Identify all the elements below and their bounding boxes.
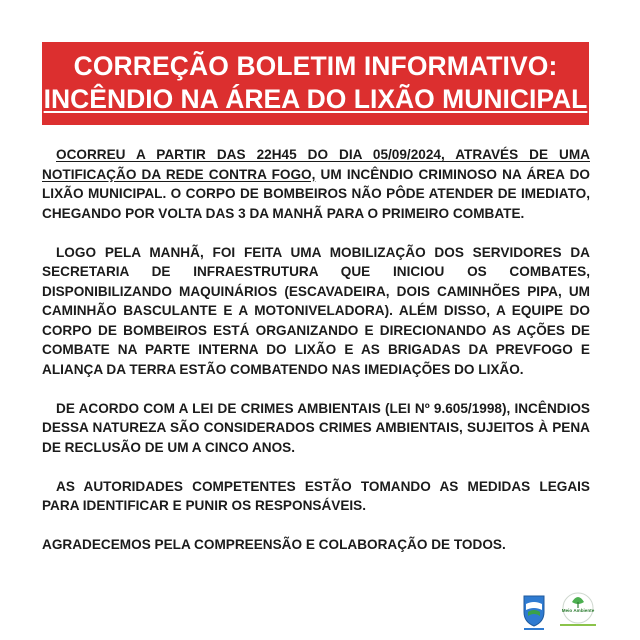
paragraph-1 [42,145,590,223]
footer-logos [520,590,600,634]
environment-logo-text: Meio Ambiente [561,608,595,613]
paragraph-4: AS AUTORIDADES COMPETENTES ESTÃO TOMANDO AS MEDIDAS LEGAIS PARA IDENTIFICAR E PUNIR OS RESPONSÁVEIS. [42,478,590,513]
municipal-crest-icon [524,596,544,630]
title-line-1: CORREÇÃO BOLETIM INFORMATIVO: [73,51,558,81]
title-banner [42,42,589,125]
bulletin-body [42,145,590,574]
paragraph-1-rest: UM INCÊNDIO CRIMINOSO NA ÁREA DO LIXÃO MUNICIPAL. O CORPO DE BOMBEIROS NÃO PÔDE ATENDER DE IMEDIATO, CHEGANDO POR VOLTA DAS 3 DA MANHÃ PARA O PRIMEIRO COMBATE. [42,166,591,221]
paragraph-2: LOGO PELA MANHÃ, FOI FEITA UMA MOBILIZAÇÃO DOS SERVIDORES DA SECRETARIA DE INFRAESTRUTURA QUE INICIOU OS COMBATES, DISPONIBILIZANDO MAQUINÁRIOS (ESCAVADEIRA, DOIS CAMINHÕES PIPA, UM CAMINHÃO BASCULANTE E A MOTONIVELADORA). ALÉM DISSO, A EQUIPE DO CORPO DE BOMBEIROS ESTÁ ORGANIZANDO E DIRECIONANDO AS AÇÕES DE COMBATE NA PARTE INTERNA DO LIXÃO E AS BRIGADAS DA PREVFOGO E ALIANÇA DA TERRA ESTÃO COMBATENDO NAS IMEDIAÇÕES DO LIXÃO. [42,244,590,377]
paragraph-1-underlined: OCORREU A PARTIR DAS 22H45 DO DIA 05/09/2024, ATRAVÉS DE UMA NOTIFICAÇÃO DA REDE CONTRA FOGO, [42,147,590,182]
title-line-2: INCÊNDIO NA ÁREA DO LIXÃO MUNICIPAL [43,84,588,114]
footer-logos-graphic [520,590,600,634]
paragraph-3: DE ACORDO COM A LEI DE CRIMES AMBIENTAIS (LEI Nº 9.605/1998), INCÊNDIOS DESSA NATUREZA SÃO CONSIDERADOS CRIMES AMBIENTAIS, SUJEITOS À PENA DE RECLUSÃO DE UM A CINCO ANOS. [42,400,590,455]
paragraph-5: AGRADECEMOS PELA COMPREENSÃO E COLABORAÇÃO DE TODOS. [42,537,506,552]
